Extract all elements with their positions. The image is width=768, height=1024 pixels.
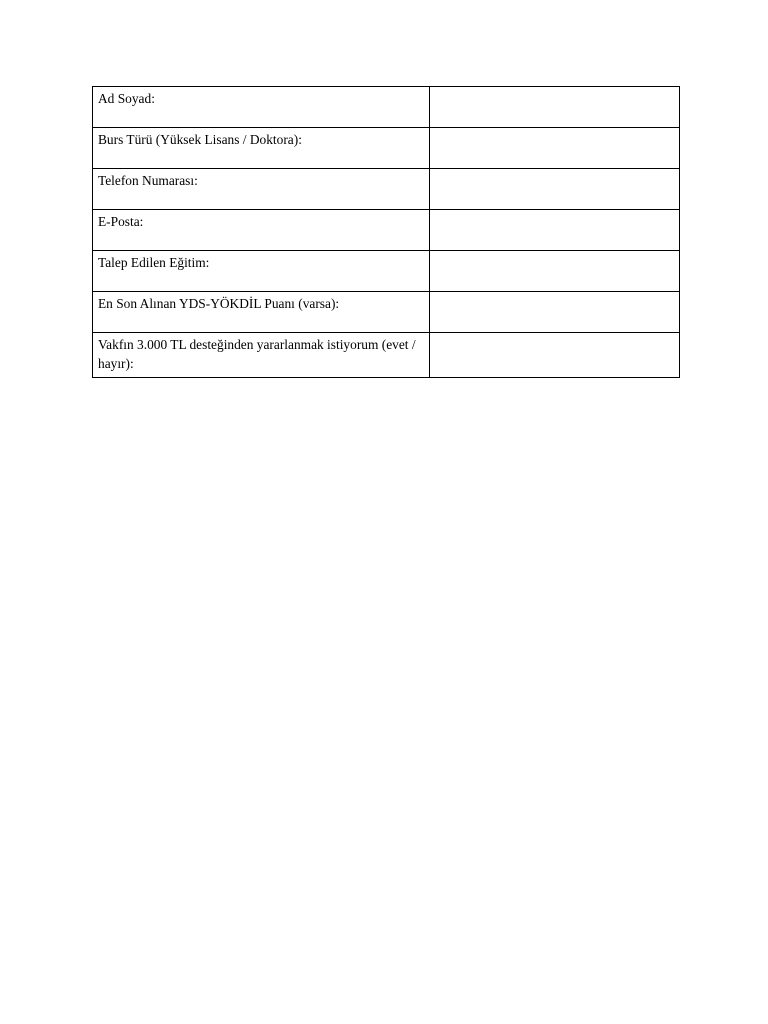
field-value-name	[430, 87, 680, 128]
field-label-name: Ad Soyad:	[93, 87, 430, 128]
field-value-requested-education	[430, 251, 680, 292]
field-label-phone: Telefon Numarası:	[93, 169, 430, 210]
table-row	[93, 292, 680, 333]
table-row	[93, 87, 680, 128]
table-row	[93, 210, 680, 251]
field-value-scholarship-type	[430, 128, 680, 169]
field-label-requested-education: Talep Edilen Eğitim:	[93, 251, 430, 292]
application-form-table	[92, 86, 680, 378]
table-row	[93, 333, 680, 378]
field-value-phone	[430, 169, 680, 210]
field-label-language-score: En Son Alınan YDS-YÖKDİL Puanı (varsa):	[93, 292, 430, 333]
table-row	[93, 251, 680, 292]
table-row	[93, 128, 680, 169]
field-value-foundation-support	[430, 333, 680, 378]
field-label-scholarship-type: Burs Türü (Yüksek Lisans / Doktora):	[93, 128, 430, 169]
table-row	[93, 169, 680, 210]
field-label-email: E-Posta:	[93, 210, 430, 251]
field-value-email	[430, 210, 680, 251]
field-label-foundation-support: Vakfın 3.000 TL desteğinden yararlanmak istiyorum (evet / hayır):	[93, 333, 430, 378]
field-value-language-score	[430, 292, 680, 333]
